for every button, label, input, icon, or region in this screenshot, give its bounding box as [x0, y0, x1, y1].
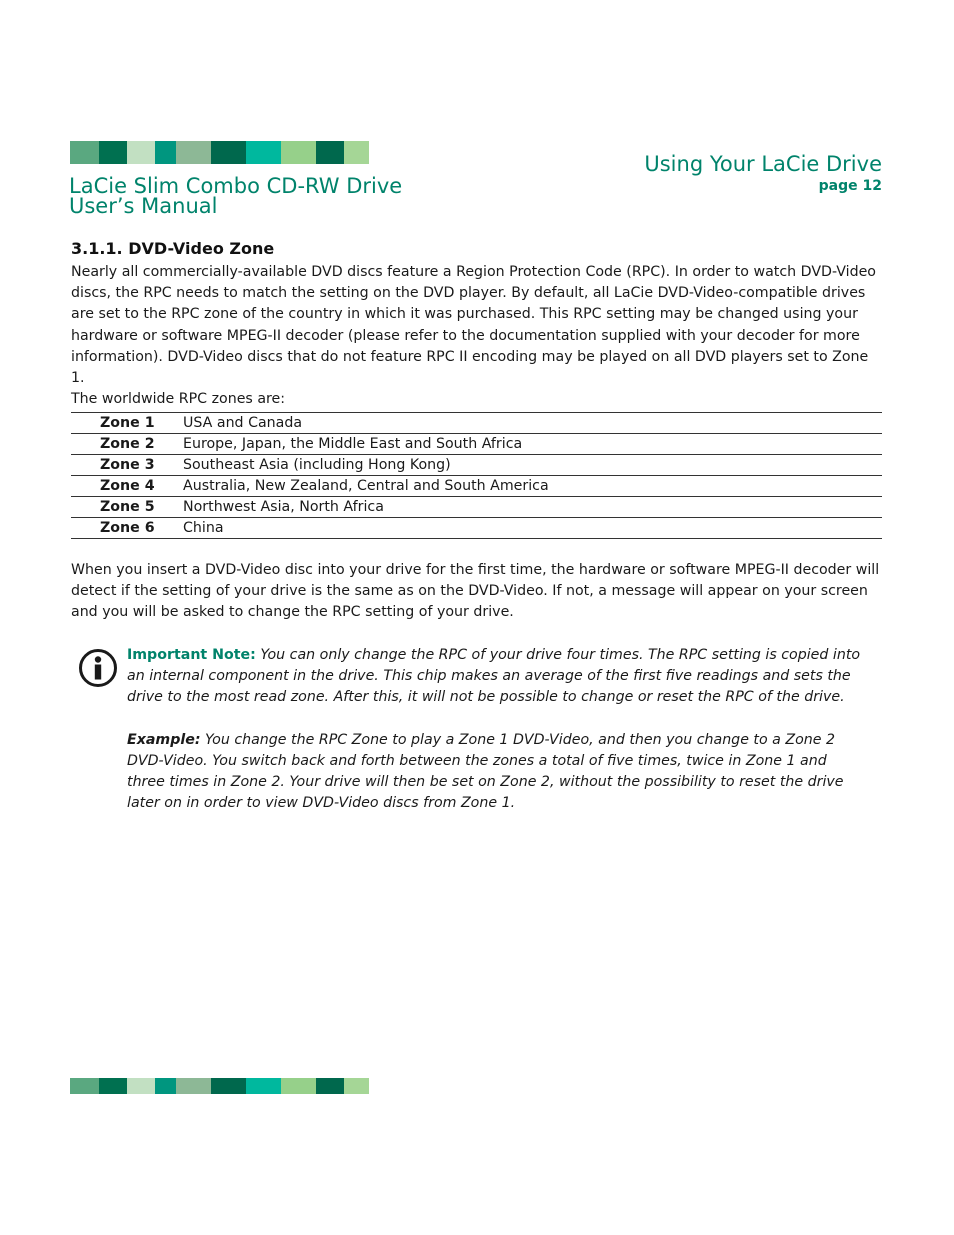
section-heading: 3.1.1. DVD-Video Zone: [71, 239, 275, 258]
rpc-zones-table: [71, 412, 882, 539]
example-paragraph: [127, 730, 867, 815]
color-bar-segment: [246, 1078, 281, 1094]
after-table-text: When you insert a DVD-Video disc into your drive for the first time, the hardware or software MPEG-II decoder will detect if the setting of your drive is the same as on the DVD-Video. If not, a message will appear on your screen and you will be asked to change the RPC setting of your drive.: [71, 562, 880, 621]
zone-cell: Zone 6: [71, 518, 183, 539]
color-bar-segment: [99, 1078, 127, 1094]
table-row: [71, 518, 882, 539]
example-text: You change the RPC Zone to play a Zone 1 DVD-Video, and then you change to a Zone 2 DVD-Video. You switch back and forth between the zones a total of five times, twice in Zone 1 and three times in Zone 2. Your drive will then be set on Zone 2, without the possibility to reset the drive later on in order to view DVD-Video discs from Zone 1.: [127, 731, 844, 812]
color-bar-segment: [99, 141, 127, 164]
color-bar-segment: [211, 1078, 246, 1094]
page-number: page 12: [818, 178, 882, 194]
table-row: [71, 413, 882, 434]
color-bar-segment: [281, 141, 316, 164]
manual-title: [69, 176, 402, 216]
table-row: [71, 434, 882, 455]
zone-cell: Zone 5: [71, 497, 183, 518]
zone-cell: Zone 1: [71, 413, 183, 434]
table-row: [71, 497, 882, 518]
header-color-bar: [70, 141, 369, 164]
color-bar-segment: [127, 141, 155, 164]
region-cell: Southeast Asia (including Hong Kong): [183, 455, 882, 476]
color-bar-segment: [155, 1078, 176, 1094]
intro-text: Nearly all commercially-available DVD discs feature a Region Protection Code (RPC). In order to watch DVD-Video discs, the RPC needs to match the setting on the DVD player. By default, all LaCie DVD-Video-compatible drives are set to the RPC zone of the country in which it was purchased. This RPC setting may be changed using your hardware or software MPEG-II decoder (please refer to the documentation supplied with your decoder for more information). DVD-Video discs that do not feature RPC II encoding may be played on all DVD players set to Zone 1.: [71, 264, 876, 387]
region-cell: China: [183, 518, 882, 539]
important-note: [127, 645, 867, 814]
after-table-paragraph: [71, 560, 882, 624]
intro-paragraph: [71, 262, 882, 389]
color-bar-segment: [344, 141, 369, 164]
color-bar-segment: [155, 141, 176, 164]
table-row: [71, 455, 882, 476]
zone-cell: Zone 3: [71, 455, 183, 476]
note-label: Important Note:: [127, 647, 256, 663]
region-cell: Australia, New Zealand, Central and South America: [183, 476, 882, 497]
footer-color-bar: [70, 1078, 369, 1094]
zones-intro-text: The worldwide RPC zones are:: [71, 391, 286, 407]
color-bar-segment: [344, 1078, 369, 1094]
color-bar-segment: [211, 141, 246, 164]
color-bar-segment: [281, 1078, 316, 1094]
zone-cell: Zone 4: [71, 476, 183, 497]
color-bar-segment: [70, 1078, 99, 1094]
zones-intro: [71, 389, 882, 410]
zone-cell: Zone 2: [71, 434, 183, 455]
region-cell: Northwest Asia, North Africa: [183, 497, 882, 518]
section-title: Using Your LaCie Drive: [644, 152, 882, 176]
note-text: You can only change the RPC of your drive four times. The RPC setting is copied into an internal component in the drive. This chip makes an average of the first five readings and sets the drive to the most read zone. After this, it will not be possible to change or reset the RPC of the drive.: [127, 647, 861, 706]
color-bar-segment: [246, 141, 281, 164]
manual-title-line2: User’s Manual: [69, 194, 218, 218]
color-bar-segment: [316, 141, 344, 164]
table-row: [71, 476, 882, 497]
note-paragraph: [127, 645, 867, 709]
region-cell: USA and Canada: [183, 413, 882, 434]
color-bar-segment: [70, 141, 99, 164]
color-bar-segment: [176, 1078, 211, 1094]
region-cell: Europe, Japan, the Middle East and South Africa: [183, 434, 882, 455]
color-bar-segment: [316, 1078, 344, 1094]
manual-title-line1: LaCie Slim Combo CD-RW Drive: [69, 174, 403, 198]
example-label: Example:: [127, 731, 201, 748]
info-icon: [78, 648, 118, 688]
color-bar-segment: [127, 1078, 155, 1094]
color-bar-segment: [176, 141, 211, 164]
